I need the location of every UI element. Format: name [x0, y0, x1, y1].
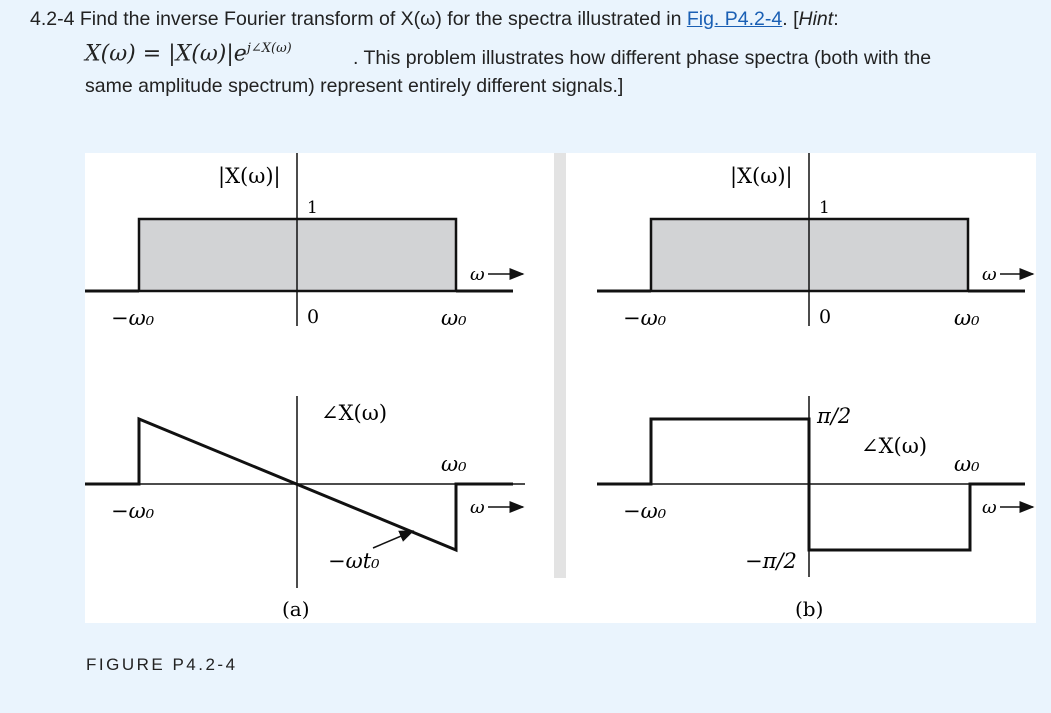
problem-text-line3: same amplitude spectrum) represent entirely different signals.] — [85, 75, 624, 97]
problem-text: Find the inverse Fourier transform of X(ω) for the spectra illustrated in — [79, 8, 682, 30]
panel-b-omega-axis-label: ω — [982, 264, 997, 285]
hint-equation: $X(\omega) = |X(\omega)|e^{j\angle X(\omega)}$ — [85, 41, 292, 67]
panel-b-neg-pi-half-label: −π/2 — [745, 549, 797, 573]
panel-b-neg-w0-label: −ω₀ — [623, 306, 667, 330]
panel-b-caption: (b) — [795, 597, 824, 621]
panel-a-caption: (a) — [282, 597, 310, 621]
panel-a-magnitude-label: |X(ω)| — [218, 164, 281, 188]
figure-caption: FIGURE P4.2-4 — [86, 655, 238, 674]
panel-b-pos-w0-label: ω₀ — [954, 306, 980, 330]
figure-diagram — [85, 153, 1036, 623]
panel-b-zero-label: 0 — [819, 306, 832, 328]
panel-a-phase-w0-label: ω₀ — [441, 452, 467, 476]
panel-b-magnitude — [597, 153, 1033, 330]
panel-a-phase-neg-w0-label: −ω₀ — [111, 499, 155, 523]
panel-b-pi-half-label: π/2 — [817, 404, 852, 428]
problem-text-after-link: . [ — [782, 8, 799, 30]
panel-b-phase — [597, 396, 1033, 621]
panel-a-magnitude — [85, 153, 523, 330]
panel-a-phase — [85, 396, 525, 621]
panel-a-neg-w0-label: −ω₀ — [111, 306, 155, 330]
hint-exponent: j∠X(ω) — [246, 41, 292, 56]
hint-label: Hint — [798, 8, 834, 30]
panel-a-slope-label: −ωt₀ — [328, 549, 380, 573]
panel-a-slope-arrow — [373, 531, 413, 548]
panel-a-phase-label: ∠X(ω) — [321, 401, 388, 425]
panel-b-phase-neg-w0-label: −ω₀ — [623, 499, 667, 523]
figure-p4-2-4 — [85, 153, 1036, 623]
problem-statement — [30, 6, 1040, 100]
panel-b-magnitude-label: |X(ω)| — [730, 164, 793, 188]
panel-b-magnitude-value: 1 — [819, 198, 830, 218]
panel-b-phase-omega-label: ω — [982, 497, 997, 518]
hint-colon: : — [833, 8, 839, 30]
figure-link[interactable]: Fig. P4.2-4 — [686, 8, 783, 30]
panel-a-phase-omega-label: ω — [470, 497, 485, 518]
problem-number: 4.2-4 — [30, 8, 75, 30]
panel-b-phase-label: ∠X(ω) — [861, 434, 928, 458]
panel-a-zero-label: 0 — [307, 306, 320, 328]
panel-a-pos-w0-label: ω₀ — [441, 306, 467, 330]
panel-a-magnitude-value: 1 — [307, 198, 318, 218]
panel-a-omega-axis-label: ω — [470, 264, 485, 285]
problem-text-continued: . This problem illustrates how different phase spectra (both with the — [353, 47, 932, 69]
panel-b-phase-w0-label: ω₀ — [954, 452, 980, 476]
